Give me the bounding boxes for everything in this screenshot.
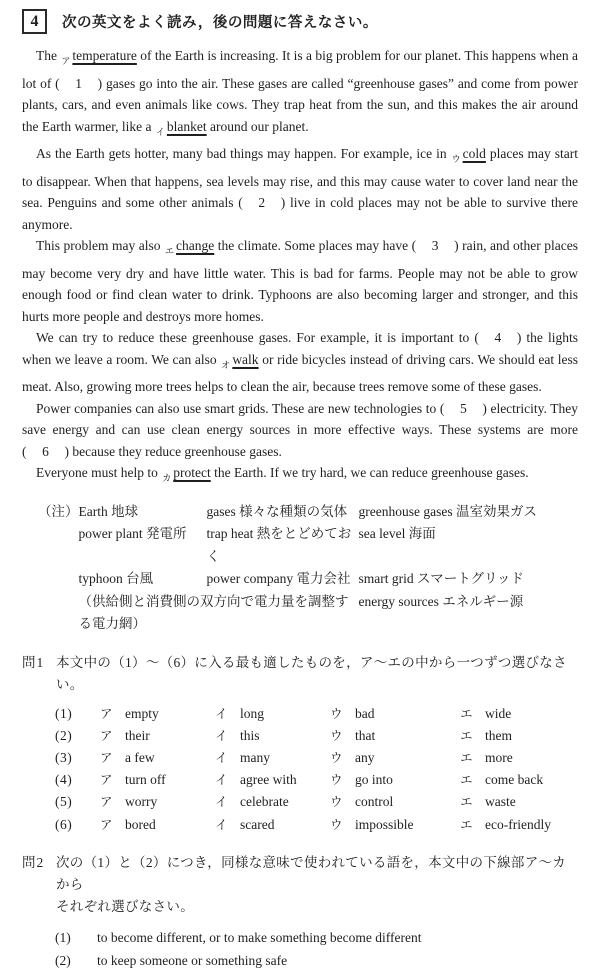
notes-row xyxy=(79,591,579,636)
fill-in-blank-1: ( 1 ) xyxy=(55,76,102,91)
note-entry: greenhouse gases 温室効果ガス xyxy=(358,503,537,519)
option-row xyxy=(55,769,578,791)
option-row-number: (6) xyxy=(55,816,73,832)
option-text: bored xyxy=(125,816,156,832)
option-row-number: (2) xyxy=(55,727,73,743)
option-mark: エ xyxy=(460,750,473,765)
definition-number: (1) xyxy=(55,929,71,945)
option-row xyxy=(55,814,578,836)
passage-paragraph: Everyone must help to カ protect the Earth. If we try hard, we can reduce greenhouse gases. xyxy=(22,462,578,490)
option-row-number: (4) xyxy=(55,772,73,788)
definition-item xyxy=(55,950,578,973)
option-cell xyxy=(215,703,330,725)
option-row xyxy=(55,703,578,725)
option-mark: エ xyxy=(460,795,473,810)
notes-table xyxy=(79,501,579,636)
option-text: go into xyxy=(355,772,393,788)
option-mark: イ xyxy=(215,817,228,832)
option-mark: イ xyxy=(215,728,228,743)
passage-paragraph: This problem may also エ change the climate. Some places may have ( 3 ) rain, and other places may become very dry and have little water. This is bad for farms. People may not be able to grow enough food or find clean water to drink. Typhoons are also becoming larger and stronger, and this hurts more people and destroys more homes. xyxy=(22,235,578,327)
question-1-instruction: 本文中の（1）～（6）に入る最も適したものを，ア～エの中から一つずつ選びなさい。 xyxy=(56,654,567,692)
option-mark: ア xyxy=(100,706,113,721)
option-text: many xyxy=(240,749,270,765)
notes-row xyxy=(79,501,579,524)
option-text: empty xyxy=(125,705,159,721)
option-mark: ウ xyxy=(330,728,343,743)
definition-number: (2) xyxy=(55,952,71,968)
option-text: come back xyxy=(485,772,544,788)
q2-items xyxy=(55,927,578,973)
option-text: eco-friendly xyxy=(485,816,551,832)
option-cell xyxy=(100,791,215,813)
option-mark: イ xyxy=(215,706,228,721)
option-text: bad xyxy=(355,705,375,721)
exercise-header xyxy=(22,9,578,34)
underlined-word: protect xyxy=(173,465,211,480)
option-cell xyxy=(460,703,578,725)
question-2-header xyxy=(22,852,578,918)
option-row xyxy=(55,747,578,769)
fill-in-blank-3: ( 3 ) xyxy=(412,238,459,253)
notes-row xyxy=(79,568,579,591)
option-text: long xyxy=(240,705,265,721)
option-text: that xyxy=(355,727,376,743)
option-mark: ウ xyxy=(330,773,343,788)
option-cell xyxy=(100,747,215,769)
option-mark: ア xyxy=(100,728,113,743)
option-cell xyxy=(100,769,215,791)
option-cell xyxy=(460,747,578,769)
option-cell xyxy=(100,703,215,725)
notes-label: （注） xyxy=(38,503,79,519)
underlined-word: temperature xyxy=(72,48,137,63)
option-row xyxy=(55,725,578,747)
option-text: impossible xyxy=(355,816,414,832)
option-row-number: (3) xyxy=(55,749,73,765)
kana-marker: カ xyxy=(162,473,172,483)
option-cell xyxy=(460,791,578,813)
option-text: them xyxy=(485,727,512,743)
option-cell xyxy=(215,791,330,813)
exercise-instruction: 次の英文をよく読み，後の問題に答えなさい。 xyxy=(62,15,378,31)
passage-paragraph: The ア temperature of the Earth is increasing. It is a big problem for our planet. This happens when a lot of ( 1 ) gases go into the air. These gases are called “greenhouse gases” and come from power plants, cars, and even animals like cows. They trap heat from the sun, and this makes the air around the Earth warmer, like a イ blanket around our planet. xyxy=(22,45,578,143)
option-text: this xyxy=(240,727,260,743)
passage-paragraph: As the Earth gets hotter, many bad things may happen. For example, ice in ウ cold places may start to disappear. When that happens, sea levels may rise, and this may cause water to cover land near the sea. Penguins and some other animals ( 2 ) live in cold places may not be able to survive there anymore. xyxy=(22,146,579,232)
option-text: any xyxy=(355,749,375,765)
option-cell xyxy=(330,747,460,769)
note-entry: power company 電力会社 xyxy=(206,571,351,586)
option-cell xyxy=(215,769,330,791)
blank-number: 6 xyxy=(42,443,49,459)
blank-number: 3 xyxy=(431,238,439,253)
question-2-instruction xyxy=(56,852,578,918)
passage-paragraph: We can try to reduce these greenhouse gases. For example, it is important to ( 4 ) the lights when we leave a room. We can also オ walk or ride bicycles instead of driving cars. We should eat less meat. Also, growing more trees helps to clean the air, because trees remove some of these gases. xyxy=(22,327,578,398)
notes-row xyxy=(79,523,579,568)
option-cell xyxy=(215,725,330,747)
option-row-number: (5) xyxy=(55,794,73,810)
question-2-label: 問2 xyxy=(22,854,45,870)
option-row-number: (1) xyxy=(55,705,73,721)
option-mark: エ xyxy=(460,817,473,832)
option-text: celebrate xyxy=(240,794,289,810)
option-text: control xyxy=(355,794,394,810)
option-text: a few xyxy=(125,749,155,765)
option-cell xyxy=(460,814,578,836)
option-mark: ア xyxy=(100,773,113,788)
kana-marker: ア xyxy=(61,56,71,66)
note-entry: sea level 海面 xyxy=(358,526,436,541)
blank-number: 4 xyxy=(494,330,502,345)
fill-in-blank-5: ( 5 ) xyxy=(440,401,487,416)
note-entry: Earth 地球 xyxy=(78,503,139,519)
question-2-instruction-line2: それぞれ選びなさい。 xyxy=(56,898,194,914)
definition-text: to keep someone or something safe xyxy=(97,952,288,968)
option-mark: イ xyxy=(215,773,228,788)
kana-marker: オ xyxy=(221,359,231,370)
note-entry: gases 様々な種類の気体 xyxy=(206,503,348,519)
q1-options xyxy=(55,703,578,836)
note-entry: smart grid スマートグリッド xyxy=(358,571,524,586)
option-cell xyxy=(330,703,460,725)
notes-section xyxy=(38,501,578,636)
question-2-instruction-line1: 次の（1）と（2）につき，同様な意味で使われている語を，本文中の下線部ア～カから xyxy=(56,854,567,892)
option-cell xyxy=(460,725,578,747)
option-text: more xyxy=(485,749,513,765)
option-cell xyxy=(215,747,330,769)
option-text: worry xyxy=(125,794,158,810)
option-cell xyxy=(330,725,460,747)
question-1 xyxy=(22,652,578,836)
option-text: their xyxy=(125,727,150,743)
passage-paragraph: Power companies can also use smart grids. These are new technologies to ( 5 ) electricity. They save energy and can use clean energy sources in more effective ways. These systems are more ( 6 ) because they reduce greenhouse gases. xyxy=(22,398,578,463)
kana-marker: エ xyxy=(165,246,175,256)
option-cell xyxy=(330,769,460,791)
exercise-number: 4 xyxy=(30,12,39,30)
question-1-label: 問1 xyxy=(22,654,45,670)
option-cell xyxy=(100,814,215,836)
underlined-word: cold xyxy=(462,146,486,161)
note-entry: power plant 発電所 xyxy=(78,526,187,541)
fill-in-blank-6: ( 6 ) xyxy=(22,444,69,459)
option-mark: エ xyxy=(460,728,473,743)
passage xyxy=(22,45,578,490)
option-mark: エ xyxy=(460,773,473,788)
question-2 xyxy=(22,852,578,973)
note-entry: energy sources エネルギー源 xyxy=(358,593,524,609)
underlined-word: change xyxy=(176,238,215,253)
definition-text: to become different, or to make something become different xyxy=(97,929,422,945)
option-mark: ア xyxy=(100,795,113,810)
option-mark: ア xyxy=(100,817,113,832)
option-text: scared xyxy=(240,816,275,832)
option-mark: ア xyxy=(100,750,113,765)
option-cell xyxy=(100,725,215,747)
option-text: agree with xyxy=(240,772,297,788)
note-entry: （供給側と消費側の双方向で電力量を調整する電力網） xyxy=(78,593,349,631)
option-mark: エ xyxy=(460,706,473,721)
option-cell xyxy=(330,814,460,836)
option-mark: ウ xyxy=(330,706,343,721)
option-text: wide xyxy=(485,705,512,721)
fill-in-blank-4: ( 4 ) xyxy=(474,330,521,345)
option-mark: イ xyxy=(215,795,228,810)
kana-marker: イ xyxy=(155,126,165,137)
fill-in-blank-2: ( 2 ) xyxy=(238,195,285,210)
option-mark: ウ xyxy=(330,817,343,832)
question-1-header xyxy=(22,652,578,696)
option-mark: ウ xyxy=(330,795,343,810)
option-text: turn off xyxy=(125,772,166,788)
definition-item xyxy=(55,927,578,950)
underlined-word: blanket xyxy=(166,118,207,134)
option-mark: イ xyxy=(215,750,228,765)
option-text: waste xyxy=(485,794,516,810)
underlined-word: walk xyxy=(232,351,259,367)
option-cell xyxy=(330,791,460,813)
exercise-number-box xyxy=(22,9,47,34)
blank-number: 5 xyxy=(459,400,467,416)
option-cell xyxy=(215,814,330,836)
note-entry: typhoon 台風 xyxy=(78,571,154,586)
option-mark: ウ xyxy=(330,750,343,765)
option-cell xyxy=(460,769,578,791)
blank-number: 1 xyxy=(75,75,83,91)
note-entry: trap heat 熱をとどめておく xyxy=(206,526,352,564)
option-row xyxy=(55,791,578,813)
blank-number: 2 xyxy=(258,195,266,210)
kana-marker: ウ xyxy=(451,154,461,164)
